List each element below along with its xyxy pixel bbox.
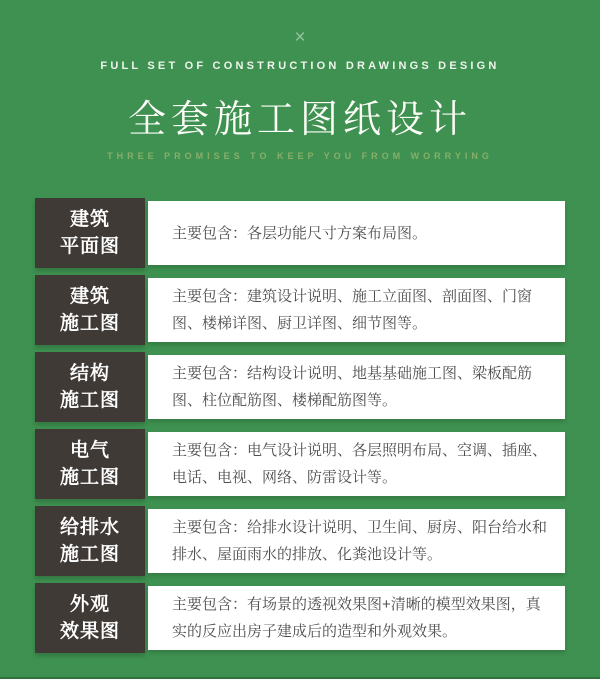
row-label-line2: 效果图 — [59, 621, 120, 642]
row-label-line1: 给排水 — [59, 517, 120, 538]
row-label-line1: 建筑 — [69, 286, 110, 307]
row-description-text: 主要包含：结构设计说明、地基基础施工图、梁板配筋图、柱位配筋图、楼梯配筋图等。 — [172, 365, 533, 409]
row-structure-construction — [35, 352, 565, 422]
row-exterior-rendering — [35, 583, 565, 653]
row-label-line1: 建筑 — [69, 209, 110, 230]
english-subtitle: FULL SET OF CONSTRUCTION DRAWINGS DESIGN — [100, 60, 500, 72]
row-description-text: 主要包含：电气设计说明、各层照明布局、空调、插座、电话、电视、网络、防雷设计等。 — [172, 442, 548, 486]
row-description — [148, 278, 565, 342]
row-label — [35, 352, 145, 422]
row-label-line2: 平面图 — [59, 236, 120, 257]
row-description — [148, 201, 565, 265]
row-building-plan — [35, 198, 565, 268]
row-description-text: 主要包含：各层功能尺寸方案布局图。 — [172, 224, 428, 242]
row-label-line1: 结构 — [69, 363, 110, 384]
row-label — [35, 275, 145, 345]
row-description-text: 主要包含：给排水设计说明、卫生间、厨房、阳台给水和排水、屋面雨水的排放、化粪池设计等。 — [172, 519, 548, 563]
row-label-line2: 施工图 — [59, 467, 120, 488]
english-tagline: THREE PROMISES TO KEEP YOU FROM WORRYING — [107, 151, 493, 161]
row-label-line2: 施工图 — [59, 313, 120, 334]
drawing-types-list — [35, 198, 565, 653]
row-label — [35, 429, 145, 499]
row-description — [148, 355, 565, 419]
row-plumbing-construction — [35, 506, 565, 576]
row-description-text: 主要包含：有场景的透视效果图+清晰的模型效果图，真实的反应出房子建成后的造型和外观效果。 — [172, 596, 541, 640]
row-building-construction — [35, 275, 565, 345]
row-electrical-construction — [35, 429, 565, 499]
row-label-line2: 施工图 — [59, 390, 120, 411]
row-label-line1: 外观 — [69, 594, 110, 615]
row-label — [35, 506, 145, 576]
row-label — [35, 583, 145, 653]
row-description-text: 主要包含：建筑设计说明、施工立面图、剖面图、门窗图、楼梯详图、厨卫详图、细节图等。 — [172, 288, 533, 332]
row-description — [148, 509, 565, 573]
row-label-line1: 电气 — [69, 440, 110, 461]
row-label — [35, 198, 145, 268]
page-title: 全套施工图纸设计 — [127, 99, 472, 141]
close-icon[interactable]: × — [294, 27, 306, 48]
row-label-line2: 施工图 — [59, 544, 120, 565]
row-description — [148, 586, 565, 650]
row-description — [148, 432, 565, 496]
